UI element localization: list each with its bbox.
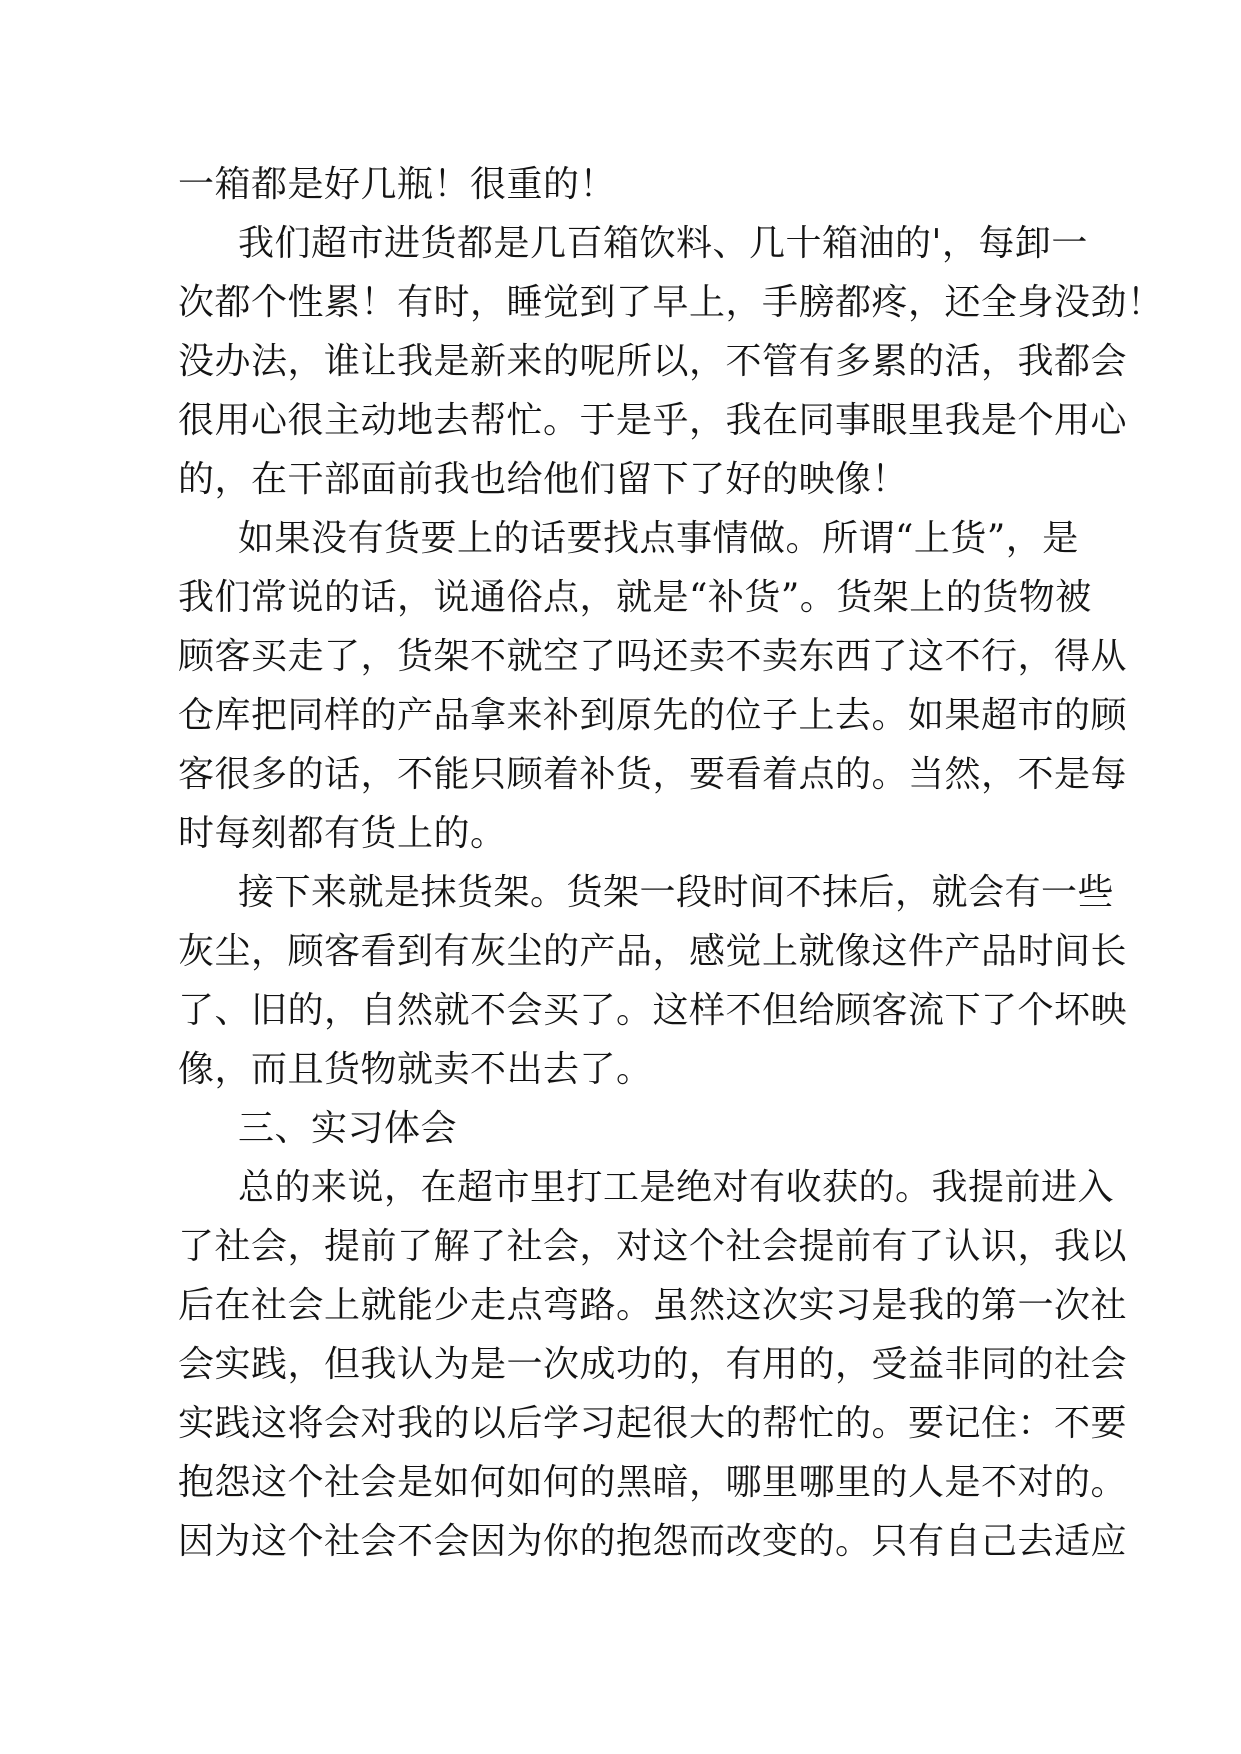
text-line: 了、旧的，自然就不会买了。这样不但给顾客流下了个坏映 <box>178 990 1128 1031</box>
text-line: 像，而且货物就卖不出去了。 <box>178 1049 653 1090</box>
text-line: 抱怨这个社会是如何如何的黑暗，哪里哪里的人是不对的。 <box>178 1462 1128 1503</box>
text-line: 实践这将会对我的以后学习起很大的帮忙的。要记住：不要 <box>178 1403 1128 1444</box>
text-line: 因为这个社会不会因为你的抱怨而改变的。只有自己去适应 <box>178 1521 1128 1562</box>
paragraph-line: 我们超市进货都是几百箱饮料、几十箱油的'，每卸一 <box>238 223 1088 264</box>
text-line: 客很多的话，不能只顾着补货，要看着点的。当然，不是每 <box>178 754 1128 795</box>
section-heading: 三、实习体会 <box>238 1108 458 1149</box>
text-line: 次都个性累！有时，睡觉到了早上，手膀都疼，还全身没劲！ <box>178 282 1164 323</box>
text-line: 时每刻都有货上的。 <box>178 813 507 854</box>
text-line: 灰尘，顾客看到有灰尘的产品，感觉上就像这件产品时间长 <box>178 931 1128 972</box>
text-line: 没办法，谁让我是新来的呢所以，不管有多累的活，我都会 <box>178 341 1128 382</box>
text-line: 仓库把同样的产品拿来补到原先的位子上去。如果超市的顾 <box>178 695 1128 736</box>
text-line: 会实践，但我认为是一次成功的，有用的，受益非同的社会 <box>178 1344 1128 1385</box>
text-line: 一箱都是好几瓶！很重的！ <box>178 164 617 205</box>
text-line: 很用心很主动地去帮忙。于是乎，我在同事眼里我是个用心 <box>178 400 1128 441</box>
paragraph-line: 接下来就是抹货架。货架一段时间不抹后，就会有一些 <box>238 872 1115 913</box>
text-line: 了社会，提前了解了社会，对这个社会提前有了认识，我以 <box>178 1226 1128 1267</box>
text-line: 顾客买走了，货架不就空了吗还卖不卖东西了这不行，得从 <box>178 636 1128 677</box>
paragraph-line: 如果没有货要上的话要找点事情做。所谓“上货”，是 <box>238 518 1079 559</box>
text-line: 的，在干部面前我也给他们留下了好的映像！ <box>178 459 909 500</box>
text-line: 我们常说的话，说通俗点，就是“补货”。货架上的货物被 <box>178 577 1092 618</box>
text-line: 后在社会上就能少走点弯路。虽然这次实习是我的第一次社 <box>178 1285 1128 1326</box>
paragraph-line: 总的来说，在超市里打工是绝对有收获的。我提前进入 <box>238 1167 1115 1208</box>
